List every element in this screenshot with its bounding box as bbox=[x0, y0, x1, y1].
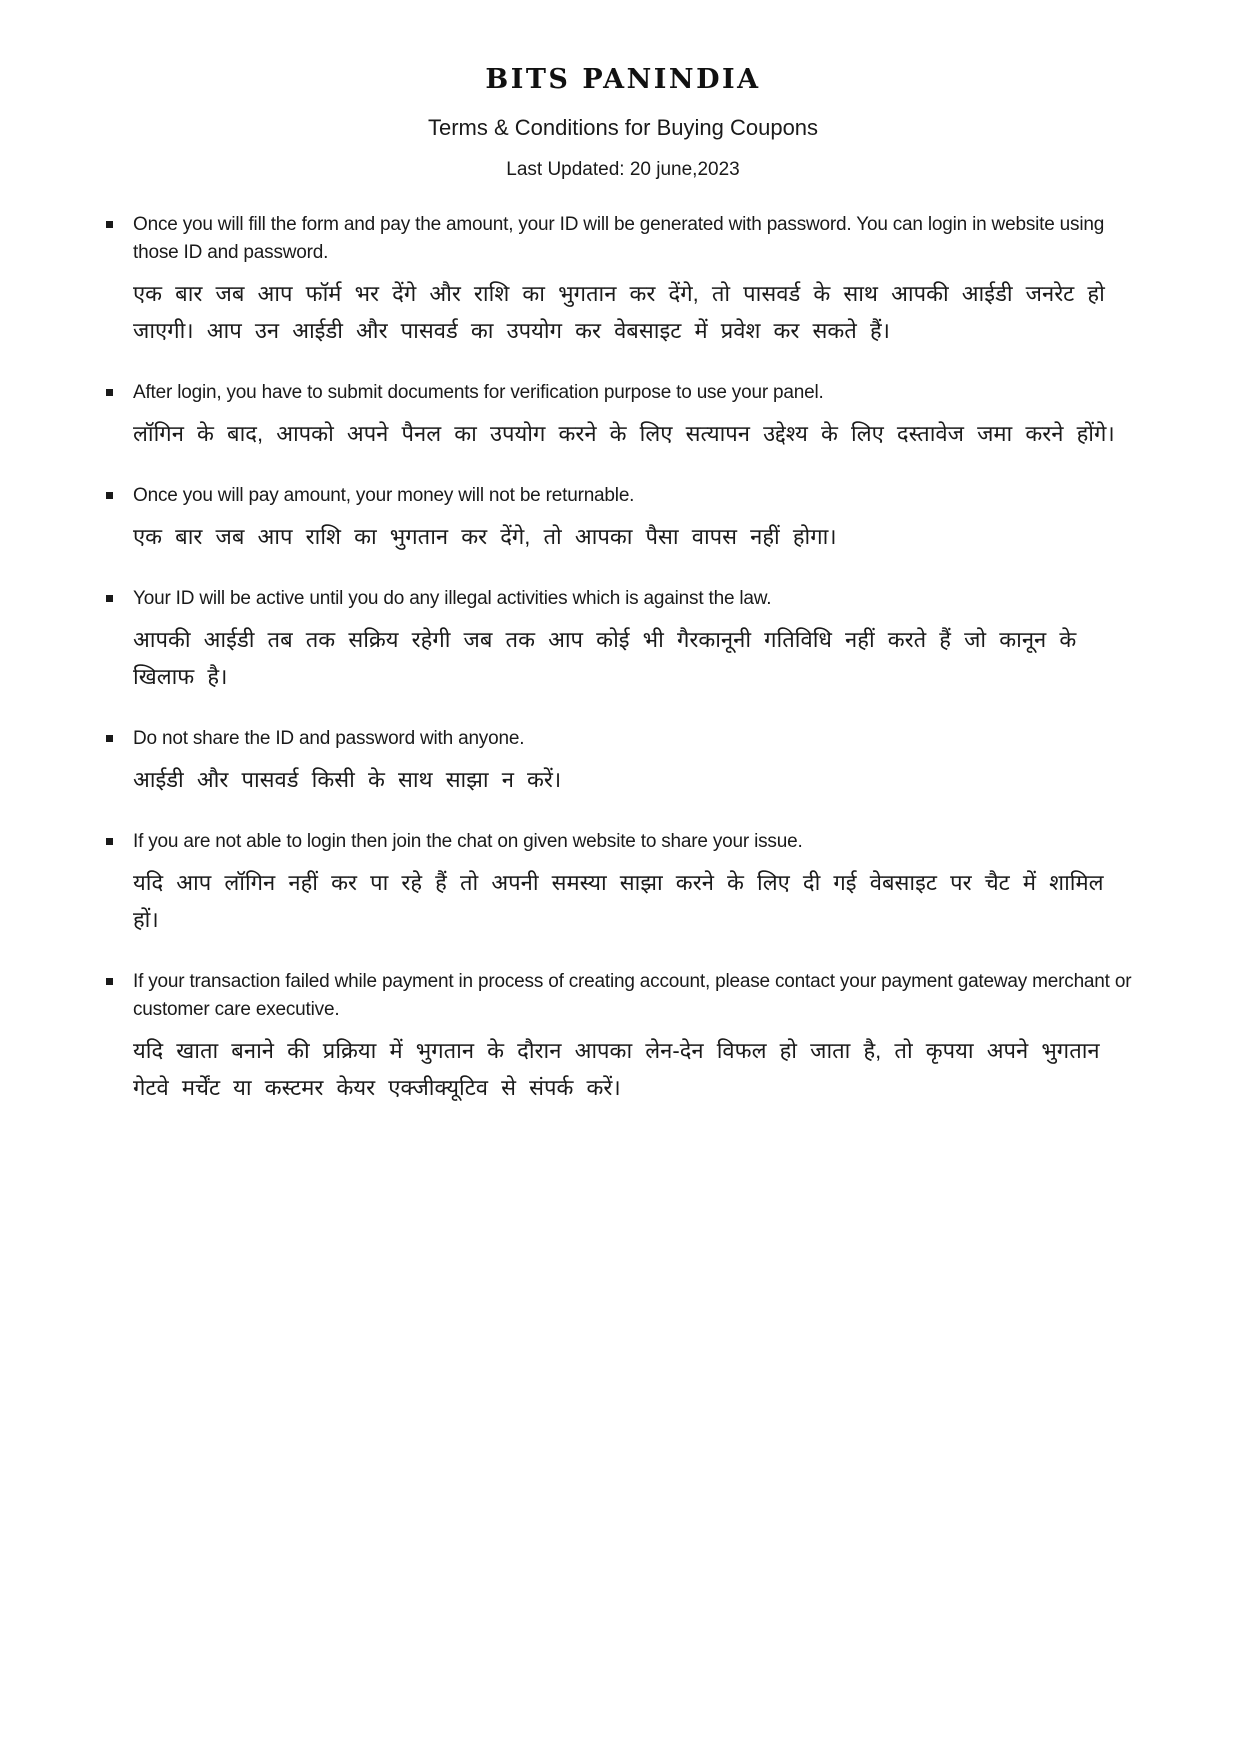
term-english: Once you will pay amount, your money will not be returnable. bbox=[133, 485, 635, 506]
term-item bbox=[105, 211, 1141, 349]
term-hindi: आईडी और पासवर्ड किसी के साथ साझा न करें। bbox=[133, 767, 562, 792]
term-item bbox=[105, 968, 1141, 1106]
term-english: If you are not able to login then join the chat on given website to share your issue. bbox=[133, 831, 803, 852]
term-hindi: एक बार जब आप फॉर्म भर देंगे और राशि का भुगतान कर देंगे, तो पासवर्ड के साथ आपकी आईडी जनरेट हो जाएगी। आप उन आईडी और पासवर्ड का उपयोग कर वेबसाइट में प्रवेश कर सकते हैं। bbox=[133, 281, 1105, 343]
document-header bbox=[105, 64, 1141, 181]
term-item bbox=[105, 482, 1141, 555]
term-hindi: एक बार जब आप राशि का भुगतान कर देंगे, तो आपका पैसा वापस नहीं होगा। bbox=[133, 524, 837, 549]
bullet-square-icon bbox=[106, 978, 113, 985]
bullet-square-icon bbox=[106, 492, 113, 499]
term-english: Once you will fill the form and pay the amount, your ID will be generated with password. You can login in website using those ID and password. bbox=[133, 214, 1105, 263]
terms-list bbox=[105, 211, 1141, 1106]
page-title: BITS PANINDIA bbox=[485, 64, 761, 95]
term-english: Your ID will be active until you do any illegal activities which is against the law. bbox=[133, 588, 772, 609]
term-english: Do not share the ID and password with anyone. bbox=[133, 728, 525, 749]
term-item bbox=[105, 725, 1141, 798]
term-hindi: लॉगिन के बाद, आपको अपने पैनल का उपयोग करने के लिए सत्यापन उद्देश्य के लिए दस्तावेज जमा करने होंगे। bbox=[133, 421, 1115, 446]
term-hindi: आपकी आईडी तब तक सक्रिय रहेगी जब तक आप कोई भी गैरकानूनी गतिविधि नहीं करते हैं जो कानून के खिलाफ है। bbox=[133, 627, 1077, 689]
bullet-square-icon bbox=[106, 595, 113, 602]
bullet-square-icon bbox=[106, 221, 113, 228]
bullet-square-icon bbox=[106, 838, 113, 845]
term-item bbox=[105, 828, 1141, 938]
bullet-square-icon bbox=[106, 389, 113, 396]
term-english: After login, you have to submit documents for verification purpose to use your panel. bbox=[133, 382, 824, 403]
term-item bbox=[105, 379, 1141, 452]
term-english: If your transaction failed while payment in process of creating account, please contact your payment gateway merchant or customer care executive. bbox=[133, 971, 1132, 1020]
term-hindi: यदि खाता बनाने की प्रक्रिया में भुगतान के दौरान आपका लेन-देन विफल हो जाता है, तो कृपया अपने भुगतान गेटवे मर्चेंट या कस्टमर केयर एक्जीक्यूटिव से संपर्क करें। bbox=[133, 1038, 1100, 1100]
last-updated-text: Last Updated: 20 june,2023 bbox=[506, 159, 740, 180]
bullet-square-icon bbox=[106, 735, 113, 742]
term-item bbox=[105, 585, 1141, 695]
term-hindi: यदि आप लॉगिन नहीं कर पा रहे हैं तो अपनी समस्या साझा करने के लिए दी गई वेबसाइट पर चैट में शामिल हों। bbox=[133, 870, 1104, 932]
page-subtitle: Terms & Conditions for Buying Coupons bbox=[427, 115, 819, 140]
